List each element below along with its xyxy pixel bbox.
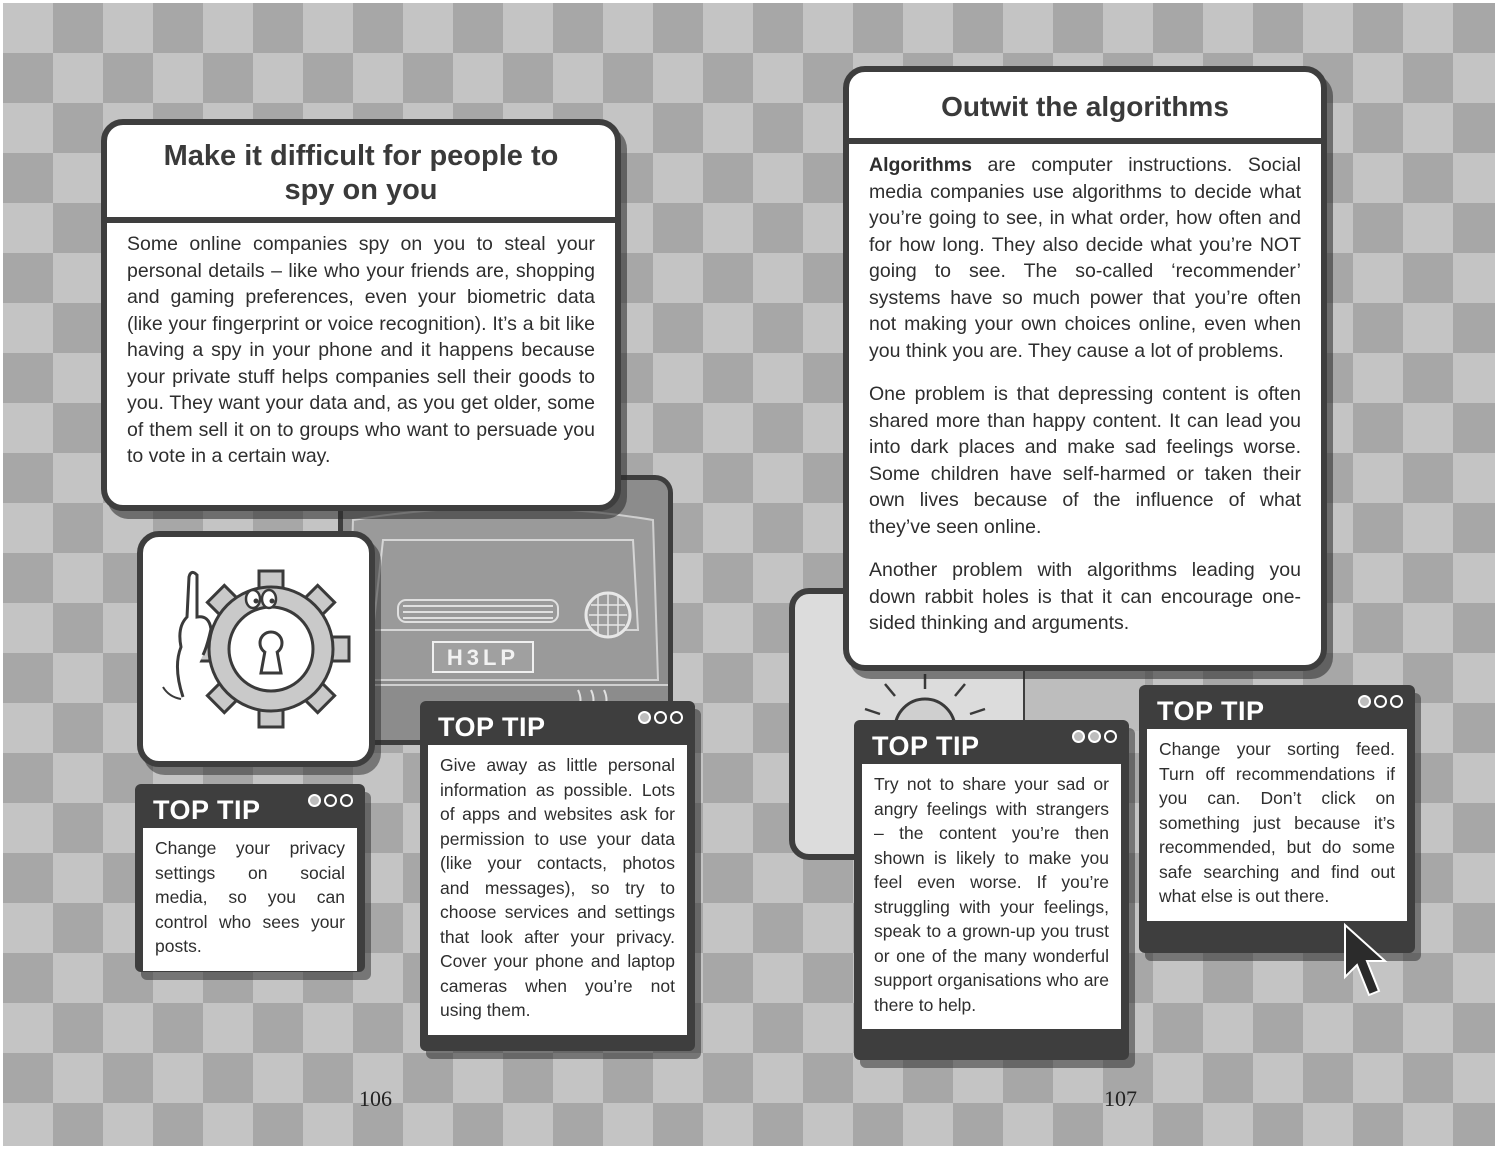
difficulty-dots — [308, 794, 353, 807]
algorithms-para-2: One problem is that depressing content is often shared more than happy content. It can lead you into dark places and make sad feelings worse. Some children have self-harmed or taken their own lives because of the influence of what they’ve seen online. — [869, 383, 1301, 538]
gear-keyhole-icon — [143, 537, 369, 761]
top-tip-privacy — [135, 784, 365, 972]
dot-empty-icon — [1374, 695, 1387, 708]
algorithms-term: Algorithms — [869, 154, 972, 176]
top-tip-text: Change your sorting feed. Turn off recommendations if you can. Don’t click on something just because it’s recommended, but do some safe searching and find out what else is out there. — [1147, 729, 1407, 921]
spy-panel — [101, 119, 621, 511]
top-tip-text: Change your privacy settings on social media, so you can control who sees your posts. — [143, 828, 357, 971]
dot-filled-icon — [308, 794, 321, 807]
dot-empty-icon — [654, 711, 667, 724]
spy-panel-body — [107, 223, 615, 470]
page-number-right: 107 — [1104, 1086, 1137, 1111]
difficulty-dots — [1072, 730, 1117, 743]
dot-filled-icon — [638, 711, 651, 724]
top-tip-label: TOP TIP — [1157, 696, 1265, 726]
top-tip-label: TOP TIP — [872, 731, 980, 761]
top-tip-label: TOP TIP — [438, 712, 546, 742]
top-tip-text: Give away as little personal information as possible. Lots of apps and websites ask for permission to use your data (like your contacts, photos and messages), so try to choose services and settings that look after your privacy. Cover your phone and laptop cameras when you’re not using them. — [428, 745, 687, 1035]
top-tip-text: Try not to share your sad or angry feelings with strangers – the content you’re then shown is likely to make you feel even worse. If you’re struggling with your feelings, speak to a grown-up you trust or one of the many wonderful support organisations who are there to help. — [862, 764, 1121, 1029]
difficulty-dots — [638, 711, 683, 724]
algorithms-panel — [843, 66, 1327, 671]
algorithms-panel-title: Outwit the algorithms — [849, 72, 1321, 144]
algorithms-para-1-text: are computer instructions. Social media companies use algorithms to decide what you’re going to see, in what order, how often and for how long. They also decide what you’re NOT going to see. The so-called ‘recommender’ systems have so much power that you’re often not making your own choices online, even when you think you are. They cause a lot of problems. — [869, 154, 1301, 362]
dot-empty-icon — [1104, 730, 1117, 743]
top-tip-personal-info — [420, 701, 695, 1051]
top-tip-sorting-feed — [1139, 685, 1415, 953]
book-spread — [3, 3, 1495, 1146]
dot-empty-icon — [670, 711, 683, 724]
spy-panel-text: Some online companies spy on you to steal your personal details – like who your friends are, shopping and gaming preferences, even your biometric data (like your fingerprint or voice recognition). It’s a bit like having a spy in your phone and it happens because your private stuff helps companies sell their goods to you. They want your data and, as you get older, some of them sell it on to groups who want to persuade you to vote in a certain way. — [127, 233, 595, 467]
dot-filled-icon — [1072, 730, 1085, 743]
spy-panel-title: Make it difficult for people to spy on you — [107, 125, 615, 223]
top-tip-label: TOP TIP — [153, 795, 261, 825]
dot-empty-icon — [324, 794, 337, 807]
difficulty-dots — [1358, 695, 1403, 708]
page-number-left: 106 — [359, 1086, 392, 1111]
dot-filled-icon — [1088, 730, 1101, 743]
top-tip-feelings — [854, 720, 1129, 1060]
dot-filled-icon — [1358, 695, 1371, 708]
algorithms-para-1 — [869, 152, 1301, 364]
license-plate: H3LP — [446, 645, 520, 670]
dot-empty-icon — [340, 794, 353, 807]
algorithms-panel-body — [849, 144, 1321, 637]
algorithms-para-3: Another problem with algorithms leading you down rabbit holes is that it can encourage one-sided thinking and arguments. — [869, 559, 1301, 634]
gear-illustration-box — [137, 531, 375, 767]
dot-empty-icon — [1390, 695, 1403, 708]
mouse-cursor-icon — [1341, 921, 1401, 1003]
